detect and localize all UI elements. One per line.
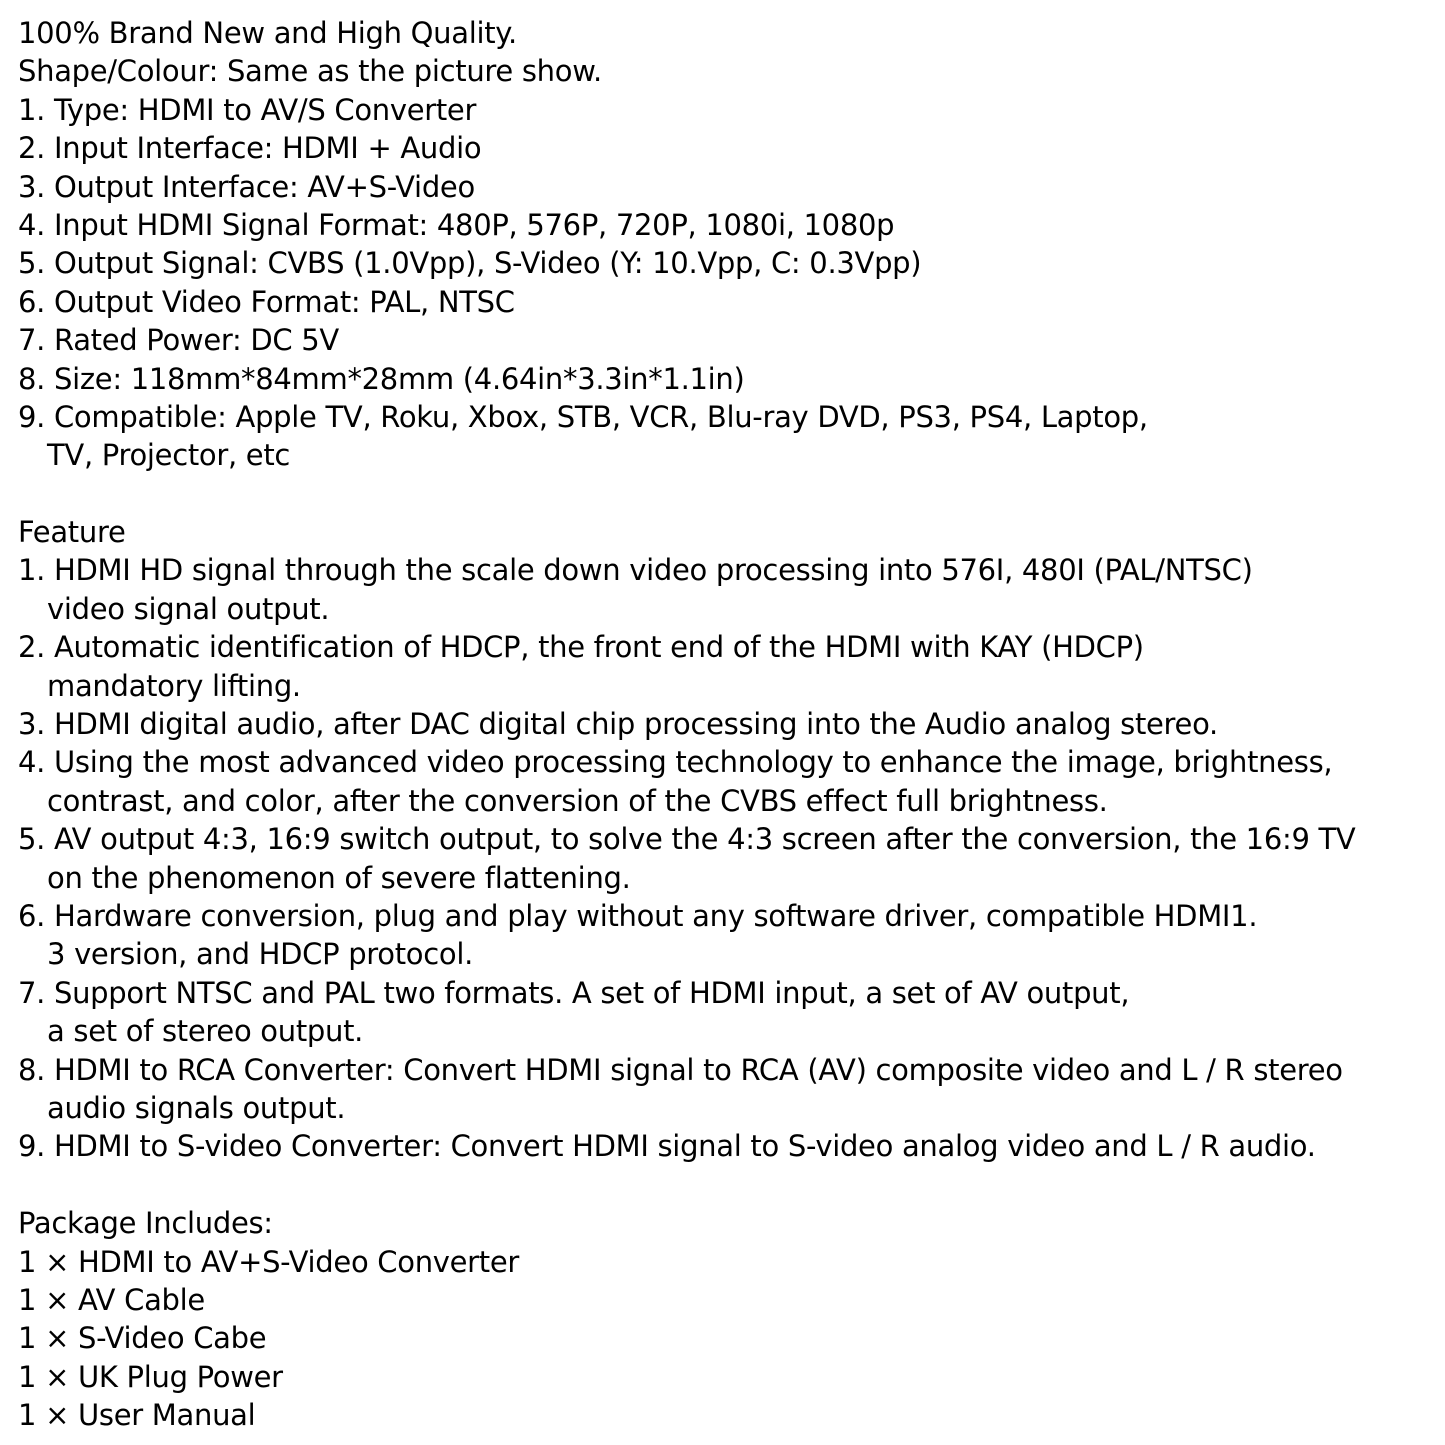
feature-item: 9. HDMI to S-video Converter: Convert HDMI signal to S-video analog video and L / R audio. (18, 1129, 1316, 1164)
spacer (18, 1166, 1428, 1204)
feature-list (18, 551, 1428, 1165)
feature-item: 2. Automatic identification of HDCP, the front end of the HDMI with KAY (HDCP) (18, 630, 1144, 665)
spec-item: 7. Rated Power: DC 5V (18, 323, 339, 358)
package-item: 1 × UK Plug Power (18, 1359, 283, 1394)
spec-item: 5. Output Signal: CVBS (1.0Vpp), S-Video (Y: 10.Vpp, C: 0.3Vpp) (18, 246, 922, 281)
feature-item: 8. HDMI to RCA Converter: Convert HDMI signal to RCA (AV) composite video and L / R stereo (18, 1052, 1343, 1087)
shape-colour-statement: Shape/Colour: Same as the picture show. (18, 54, 602, 89)
spec-item: 2. Input Interface: HDMI + Audio (18, 131, 482, 166)
spec-list (18, 91, 1428, 475)
spec-item: 1. Type: HDMI to AV/S Converter (18, 92, 477, 127)
package-heading: Package Includes: (18, 1206, 273, 1241)
package-list (18, 1243, 1428, 1435)
package-item: 1 × User Manual (18, 1398, 256, 1433)
feature-heading: Feature (18, 515, 126, 550)
feature-item-continuation: mandatory lifting. (47, 668, 301, 703)
feature-item-continuation: contrast, and color, after the conversion of the CVBS effect full brightness. (47, 783, 1108, 818)
feature-item: 3. HDMI digital audio, after DAC digital chip processing into the Audio analog stereo. (18, 707, 1218, 742)
spec-item: 3. Output Interface: AV+S-Video (18, 169, 475, 204)
package-item: 1 × S-Video Cabe (18, 1321, 267, 1356)
quality-statement: 100% Brand New and High Quality. (18, 16, 517, 50)
feature-item: 1. HDMI HD signal through the scale down video processing into 576I, 480I (PAL/NTSC) (18, 553, 1253, 588)
spec-item-continuation: TV, Projector, etc (47, 438, 291, 473)
spec-item: 8. Size: 118mm*84mm*28mm (4.64in*3.3in*1.1in) (18, 361, 745, 396)
spec-item: 9. Compatible: Apple TV, Roku, Xbox, STB, VCR, Blu-ray DVD, PS3, PS4, Laptop, (18, 399, 1148, 434)
feature-item: 5. AV output 4:3, 16:9 switch output, to solve the 4:3 screen after the conversion, the 16:9 TV (18, 822, 1356, 857)
feature-item-continuation: 3 version, and HDCP protocol. (47, 937, 474, 972)
feature-item-continuation: a set of stereo output. (47, 1014, 364, 1049)
feature-item-continuation: audio signals output. (47, 1090, 346, 1125)
package-item: 1 × AV Cable (18, 1282, 205, 1317)
feature-item: 7. Support NTSC and PAL two formats. A set of HDMI input, a set of AV output, (18, 975, 1130, 1010)
spec-item: 6. Output Video Format: PAL, NTSC (18, 284, 515, 319)
feature-item: 4. Using the most advanced video processing technology to enhance the image, brightness, (18, 745, 1333, 780)
spacer (18, 475, 1428, 513)
feature-item-continuation: on the phenomenon of severe flattening. (47, 860, 631, 895)
package-item: 1 × HDMI to AV+S-Video Converter (18, 1244, 520, 1279)
product-description (18, 14, 1428, 1434)
feature-item-continuation: video signal output. (47, 591, 330, 626)
feature-item: 6. Hardware conversion, plug and play without any software driver, compatible HDMI1. (18, 898, 1258, 933)
spec-item: 4. Input HDMI Signal Format: 480P, 576P, 720P, 1080i, 1080p (18, 207, 895, 242)
